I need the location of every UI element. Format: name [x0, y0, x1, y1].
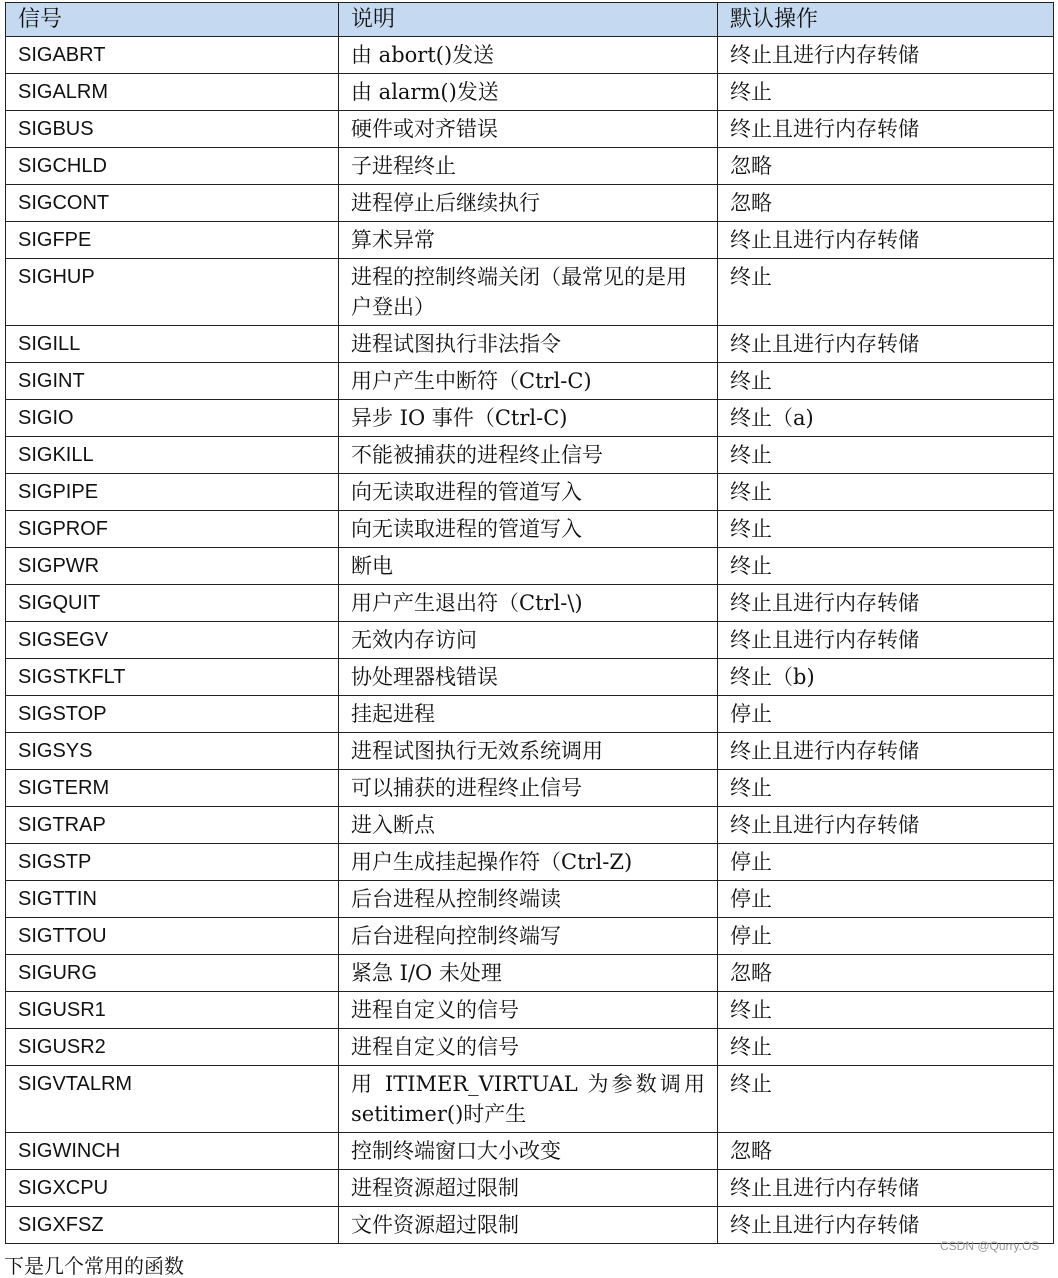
signal-description-cell: 后台进程从控制终端读	[339, 881, 718, 918]
signal-default-action-cell: 终止	[718, 992, 1054, 1029]
trailing-text: 下是几个常用的函数	[4, 1254, 184, 1278]
table-row	[6, 918, 1054, 955]
table-row	[6, 1170, 1054, 1207]
signal-description-cell: 向无读取进程的管道写入	[339, 474, 718, 511]
table-row	[6, 37, 1054, 74]
signal-default-action-cell: 终止	[718, 770, 1054, 807]
signal-name-cell: SIGURG	[6, 955, 339, 992]
signal-name-cell: SIGSTOP	[6, 696, 339, 733]
table-row	[6, 548, 1054, 585]
signal-default-action-cell: 终止且进行内存转储	[718, 1170, 1054, 1207]
signal-name-cell: SIGSTKFLT	[6, 659, 339, 696]
signal-name-cell: SIGPROF	[6, 511, 339, 548]
signal-default-action-cell: 终止且进行内存转储	[718, 585, 1054, 622]
table-row	[6, 222, 1054, 259]
signal-name-cell: SIGCHLD	[6, 148, 339, 185]
signal-description-cell: 用 ITIMER_VIRTUAL 为参数调用 setitimer()时产生	[339, 1066, 718, 1133]
signal-default-action-cell: 终止且进行内存转储	[718, 37, 1054, 74]
signal-default-action-cell: 终止且进行内存转储	[718, 1207, 1054, 1244]
table-row	[6, 1029, 1054, 1066]
table-row	[6, 585, 1054, 622]
signal-description-cell: 控制终端窗口大小改变	[339, 1133, 718, 1170]
header-signal: 信号	[6, 3, 339, 37]
signal-name-cell: SIGHUP	[6, 259, 339, 326]
signal-default-action-cell: 忽略	[718, 955, 1054, 992]
signal-description-cell: 硬件或对齐错误	[339, 111, 718, 148]
watermark: CSDN @Qurry.OS	[940, 1239, 1040, 1253]
signal-name-cell: SIGINT	[6, 363, 339, 400]
signal-default-action-cell: 终止且进行内存转储	[718, 222, 1054, 259]
signal-name-cell: SIGPWR	[6, 548, 339, 585]
table-body	[6, 37, 1054, 1244]
signal-description-cell: 挂起进程	[339, 696, 718, 733]
signal-default-action-cell: 终止	[718, 363, 1054, 400]
signal-name-cell: SIGABRT	[6, 37, 339, 74]
table-row	[6, 185, 1054, 222]
signal-name-cell: SIGUSR1	[6, 992, 339, 1029]
signal-description-cell: 协处理器栈错误	[339, 659, 718, 696]
table-row	[6, 511, 1054, 548]
signal-name-cell: SIGUSR2	[6, 1029, 339, 1066]
table-row	[6, 259, 1054, 326]
signal-description-cell: 进程试图执行无效系统调用	[339, 733, 718, 770]
signal-name-cell: SIGTRAP	[6, 807, 339, 844]
signal-description-cell: 用户产生退出符（Ctrl-\)	[339, 585, 718, 622]
signal-description-cell: 由 abort()发送	[339, 37, 718, 74]
table-row	[6, 1133, 1054, 1170]
signal-description-cell: 由 alarm()发送	[339, 74, 718, 111]
signal-default-action-cell: 终止	[718, 1029, 1054, 1066]
signal-default-action-cell: 终止（b)	[718, 659, 1054, 696]
signal-default-action-cell: 终止	[718, 1066, 1054, 1133]
table-row	[6, 696, 1054, 733]
table-row	[6, 992, 1054, 1029]
signal-description-cell: 无效内存访问	[339, 622, 718, 659]
table-row	[6, 437, 1054, 474]
signal-name-cell: SIGTTOU	[6, 918, 339, 955]
table-row	[6, 400, 1054, 437]
signal-name-cell: SIGWINCH	[6, 1133, 339, 1170]
signal-description-cell: 进程资源超过限制	[339, 1170, 718, 1207]
signal-name-cell: SIGTTIN	[6, 881, 339, 918]
table-header-row	[6, 3, 1054, 37]
signal-description-cell: 可以捕获的进程终止信号	[339, 770, 718, 807]
table-row	[6, 474, 1054, 511]
signal-name-cell: SIGKILL	[6, 437, 339, 474]
table-row	[6, 326, 1054, 363]
signal-default-action-cell: 终止且进行内存转储	[718, 622, 1054, 659]
table-row	[6, 955, 1054, 992]
signal-table	[5, 2, 1054, 1244]
signal-default-action-cell: 终止且进行内存转储	[718, 733, 1054, 770]
signal-description-cell: 算术异常	[339, 222, 718, 259]
signal-description-cell: 进程停止后继续执行	[339, 185, 718, 222]
signal-description-cell: 断电	[339, 548, 718, 585]
signal-name-cell: SIGQUIT	[6, 585, 339, 622]
table-row	[6, 733, 1054, 770]
signal-description-cell: 文件资源超过限制	[339, 1207, 718, 1244]
signal-name-cell: SIGXFSZ	[6, 1207, 339, 1244]
signal-default-action-cell: 终止	[718, 474, 1054, 511]
table-row	[6, 807, 1054, 844]
table-row	[6, 74, 1054, 111]
signal-default-action-cell: 终止	[718, 437, 1054, 474]
signal-description-cell: 进入断点	[339, 807, 718, 844]
signal-description-cell: 紧急 I/O 未处理	[339, 955, 718, 992]
table-row	[6, 1207, 1054, 1244]
table-row	[6, 363, 1054, 400]
signal-default-action-cell: 忽略	[718, 185, 1054, 222]
signal-description-cell: 进程自定义的信号	[339, 1029, 718, 1066]
signal-name-cell: SIGSEGV	[6, 622, 339, 659]
signal-name-cell: SIGBUS	[6, 111, 339, 148]
signal-default-action-cell: 停止	[718, 696, 1054, 733]
signal-description-cell: 后台进程向控制终端写	[339, 918, 718, 955]
table-row	[6, 881, 1054, 918]
signal-default-action-cell: 终止	[718, 511, 1054, 548]
signal-default-action-cell: 忽略	[718, 1133, 1054, 1170]
signal-name-cell: SIGTERM	[6, 770, 339, 807]
signal-default-action-cell: 终止且进行内存转储	[718, 807, 1054, 844]
signal-default-action-cell: 停止	[718, 844, 1054, 881]
header-default-action: 默认操作	[718, 3, 1054, 37]
signal-description-cell: 不能被捕获的进程终止信号	[339, 437, 718, 474]
table-row	[6, 659, 1054, 696]
table-row	[6, 770, 1054, 807]
signal-name-cell: SIGALRM	[6, 74, 339, 111]
signal-name-cell: SIGIO	[6, 400, 339, 437]
signal-name-cell: SIGSTP	[6, 844, 339, 881]
signal-name-cell: SIGVTALRM	[6, 1066, 339, 1133]
signal-default-action-cell: 终止	[718, 548, 1054, 585]
table-row	[6, 148, 1054, 185]
signal-default-action-cell: 忽略	[718, 148, 1054, 185]
signal-description-cell: 进程试图执行非法指令	[339, 326, 718, 363]
signal-default-action-cell: 终止且进行内存转储	[718, 111, 1054, 148]
signal-description-cell: 向无读取进程的管道写入	[339, 511, 718, 548]
table-row	[6, 622, 1054, 659]
signal-default-action-cell: 终止（a)	[718, 400, 1054, 437]
signal-default-action-cell: 终止	[718, 74, 1054, 111]
signal-description-cell: 进程的控制终端关闭（最常见的是用户登出）	[339, 259, 718, 326]
signal-name-cell: SIGPIPE	[6, 474, 339, 511]
signal-description-cell: 用户生成挂起操作符（Ctrl-Z)	[339, 844, 718, 881]
signal-default-action-cell: 停止	[718, 881, 1054, 918]
signal-default-action-cell: 终止且进行内存转储	[718, 326, 1054, 363]
table-row	[6, 844, 1054, 881]
signal-default-action-cell: 停止	[718, 918, 1054, 955]
table-row	[6, 111, 1054, 148]
table-row	[6, 1066, 1054, 1133]
signal-name-cell: SIGILL	[6, 326, 339, 363]
signal-description-cell: 进程自定义的信号	[339, 992, 718, 1029]
signal-description-cell: 异步 IO 事件（Ctrl-C)	[339, 400, 718, 437]
signal-description-cell: 子进程终止	[339, 148, 718, 185]
signal-name-cell: SIGSYS	[6, 733, 339, 770]
signal-default-action-cell: 终止	[718, 259, 1054, 326]
signal-description-cell: 用户产生中断符（Ctrl-C)	[339, 363, 718, 400]
signal-name-cell: SIGXCPU	[6, 1170, 339, 1207]
header-description: 说明	[339, 3, 718, 37]
signal-name-cell: SIGFPE	[6, 222, 339, 259]
signal-name-cell: SIGCONT	[6, 185, 339, 222]
